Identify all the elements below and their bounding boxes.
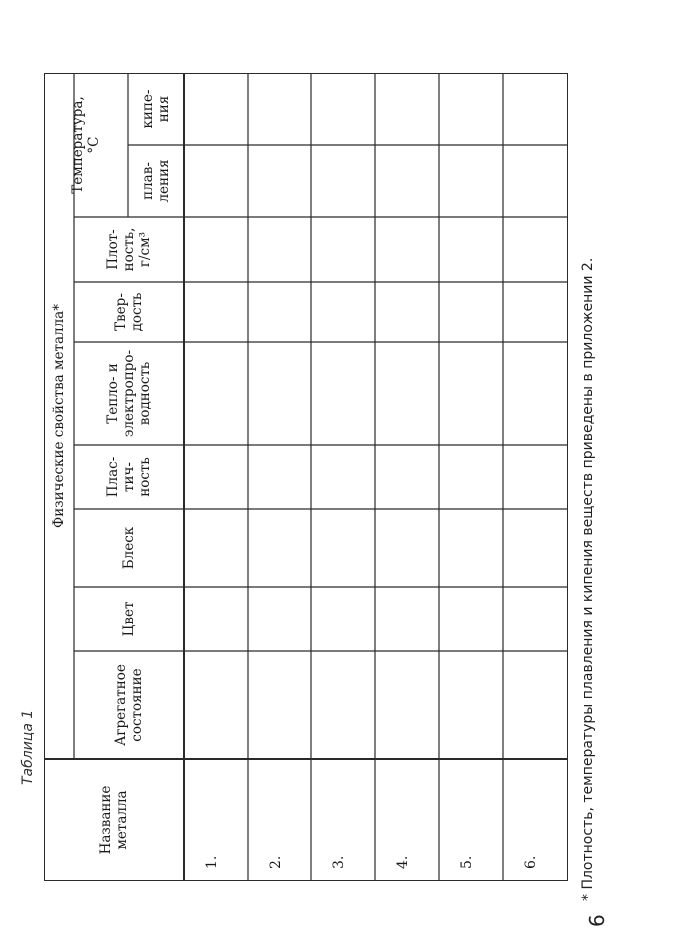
table-caption: Таблица 1 <box>20 709 36 785</box>
header-hardness: Твер- дость <box>113 292 145 332</box>
group-header: Физические свойства металла* <box>51 304 67 528</box>
header-melting: плав- ления <box>140 159 172 203</box>
header-state: Агрегатное состояние <box>113 664 145 746</box>
header-name: Название металла <box>98 785 130 855</box>
page-number: 6 <box>585 914 609 927</box>
row-number: 4. <box>395 855 411 869</box>
header-luster: Блеск <box>121 526 137 570</box>
header-temperature: Температура, °С <box>70 96 102 194</box>
footnote: * Плотность, температуры плавления и кипения веществ приведены в приложении 2. <box>580 257 596 901</box>
row-number: 6. <box>523 855 539 869</box>
row-number: 2. <box>268 855 284 869</box>
row-number: 1. <box>204 855 220 869</box>
header-boiling: кипе- ния <box>140 89 172 129</box>
row-number: 5. <box>459 855 475 869</box>
row-number: 3. <box>331 855 347 869</box>
header-density: Плот- ность, г/см³ <box>105 227 153 272</box>
header-color: Цвет <box>121 601 137 637</box>
header-conductivity: Тепло- и электропро- водность <box>105 349 153 438</box>
header-plasticity: Плас- тич- ность <box>105 456 153 498</box>
